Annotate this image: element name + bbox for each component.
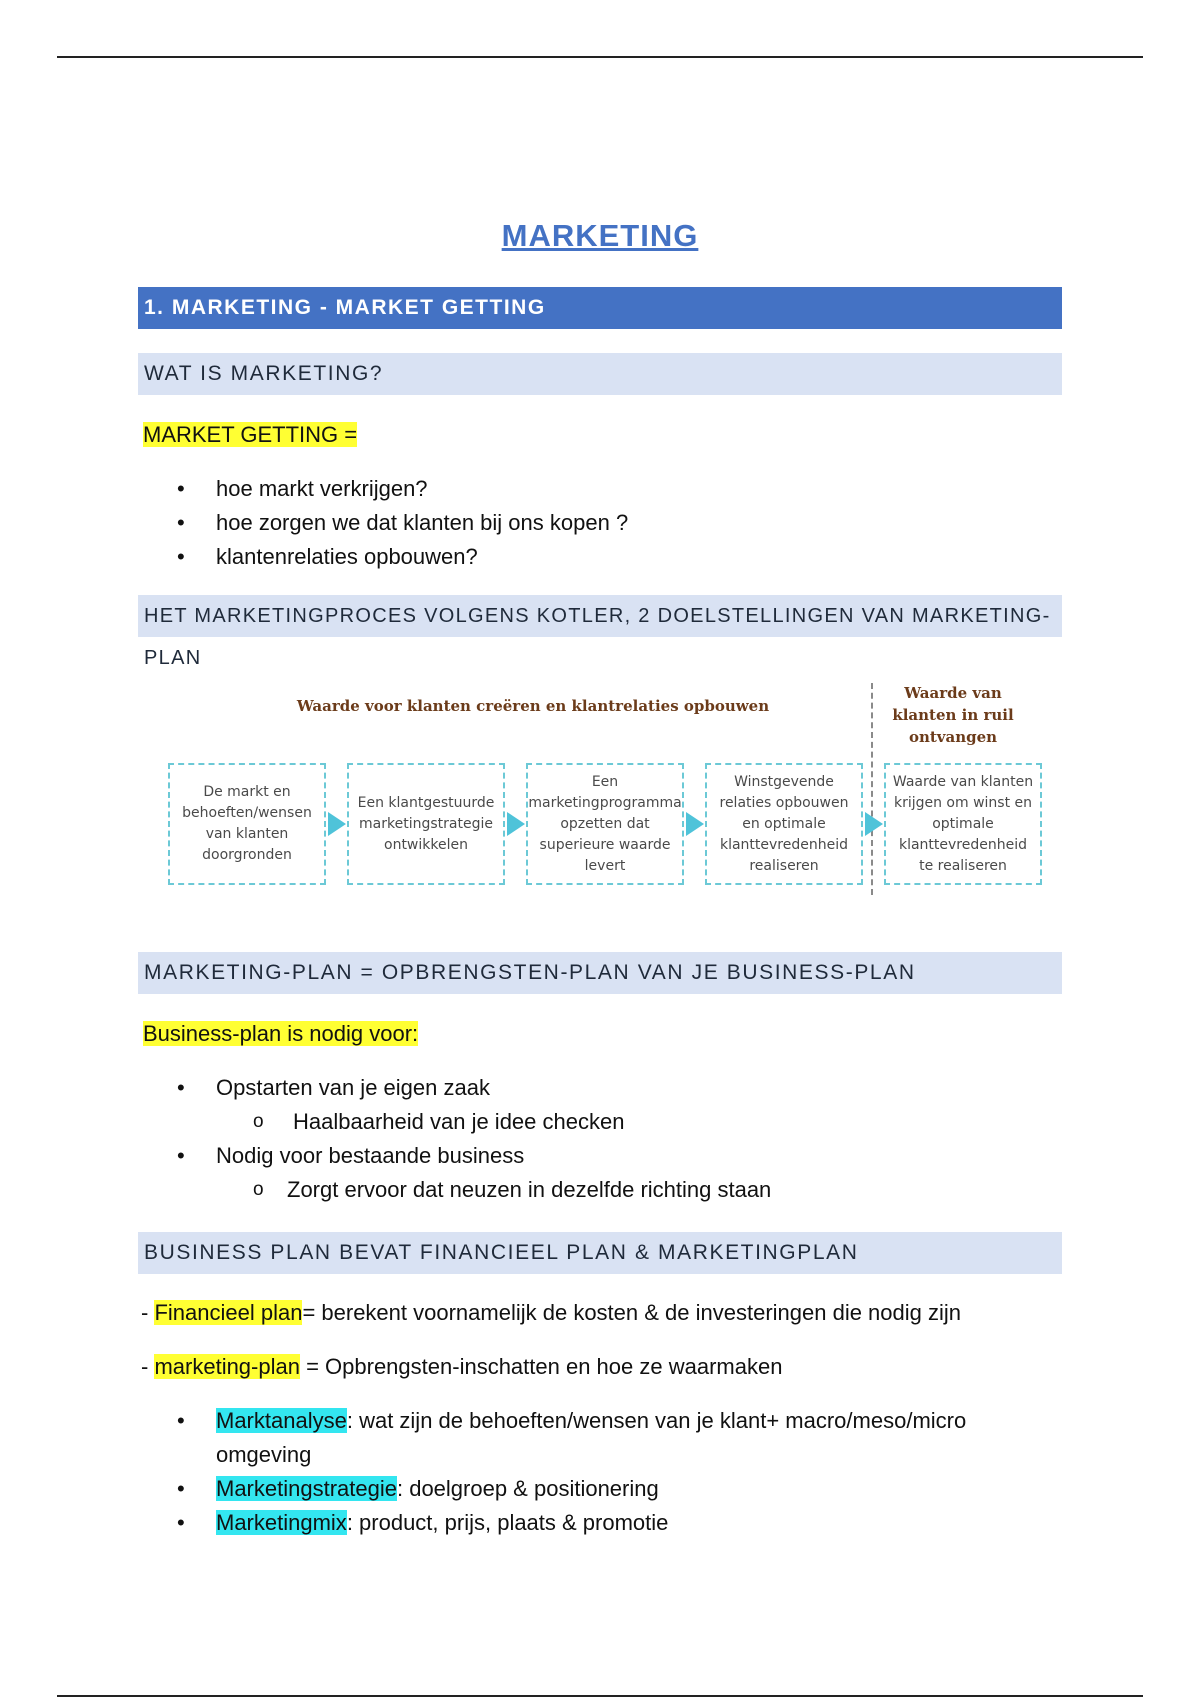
arrow-right-icon — [328, 812, 346, 836]
marketingmix-term: Marketingmix — [216, 1510, 347, 1535]
arrow-right-icon — [865, 812, 883, 836]
business-plan-highlight: Business-plan is nodig voor: — [143, 1021, 419, 1046]
kotler-process-diagram — [143, 655, 1057, 925]
financieel-plan-line — [141, 1298, 961, 1328]
marketingstrategie-text: : doelgroep & positionering — [396, 1476, 659, 1501]
top-rule — [57, 56, 1143, 58]
marketing-plan-text: = Opbrengsten-inschatten en hoe ze waarmaken — [299, 1354, 783, 1379]
bottom-rule — [57, 1695, 1143, 1697]
marketingstrategie-term: Marketingstrategie — [216, 1476, 397, 1501]
market-getting-highlight: MARKET GETTING = — [143, 422, 358, 447]
financieel-plan-text: = berekent voornamelijk de kosten & de investeringen die nodig zijn — [302, 1300, 962, 1325]
process-step-1: De markt en behoeften/wensen van klanten doorgronden — [168, 763, 326, 885]
sub-list-item: o Haalbaarheid van je idee checken — [0, 1105, 1200, 1139]
diagram-left-header: Waarde voor klanten creëren en klantrelaties opbouwen — [296, 697, 770, 715]
list-item: • Nodig voor bestaande business — [0, 1139, 1200, 1173]
marketing-plan-term: marketing-plan — [154, 1354, 300, 1379]
marketing-plan-line — [141, 1352, 782, 1382]
subheading-what-is-marketing: WAT IS MARKETING? — [138, 353, 1062, 395]
marketingmix-text: : product, prijs, plaats & promotie — [346, 1510, 669, 1535]
arrow-right-icon — [686, 812, 704, 836]
section-heading-marketing: 1. MARKETING - MARKET GETTING — [138, 287, 1062, 329]
marketing-plan-list — [0, 1404, 1200, 1540]
dash-prefix: - — [141, 1354, 155, 1379]
process-step-5: Waarde van klanten krijgen om winst en optimale klanttevredenheid te realiseren — [884, 763, 1042, 885]
financieel-plan-term: Financieel plan — [154, 1300, 303, 1325]
list-item: • hoe zorgen we dat klanten bij ons kopen ? — [0, 506, 1200, 540]
business-plan-label — [143, 1019, 418, 1049]
process-step-4: Winstgevende relaties opbouwen en optimale klanttevredenheid realiseren — [705, 763, 863, 885]
marktanalyse-term: Marktanalyse — [216, 1408, 347, 1433]
subheading-business-plan: BUSINESS PLAN BEVAT FINANCIEEL PLAN & MARKETINGPLAN — [138, 1232, 1062, 1274]
list-item — [0, 1506, 1200, 1540]
market-getting-list — [0, 472, 1200, 574]
arrow-right-icon — [507, 812, 525, 836]
dash-prefix: - — [141, 1300, 155, 1325]
list-item: • hoe markt verkrijgen? — [0, 472, 1200, 506]
process-step-2: Een klantgestuurde marketingstrategie ontwikkelen — [347, 763, 505, 885]
list-item: • Opstarten van je eigen zaak — [0, 1071, 1200, 1105]
diagram-separator — [871, 683, 873, 895]
market-getting-label — [143, 420, 357, 450]
diagram-right-header: Waarde van klanten in ruil ontvangen — [892, 684, 1014, 746]
sub-list-item: o Zorgt ervoor dat neuzen in dezelfde richting staan — [0, 1173, 1200, 1207]
subheading-marketing-process: HET MARKETINGPROCES VOLGENS KOTLER, 2 DOELSTELLINGEN VAN MARKETING-PLAN — [138, 595, 1062, 637]
process-step-3: Een marketingprogramma opzetten dat superieure waarde levert — [526, 763, 684, 885]
list-item: • klantenrelaties opbouwen? — [0, 540, 1200, 574]
page-title: MARKETING — [501, 218, 699, 253]
subheading-marketing-plan: MARKETING-PLAN = OPBRENGSTEN-PLAN VAN JE BUSINESS-PLAN — [138, 952, 1062, 994]
list-item — [0, 1472, 1200, 1506]
list-item — [0, 1404, 1016, 1472]
business-plan-list — [0, 1071, 1200, 1207]
marktanalyse-text: : wat zijn de behoeften/wensen van je klant+ macro/meso/micro omgeving — [216, 1408, 967, 1467]
